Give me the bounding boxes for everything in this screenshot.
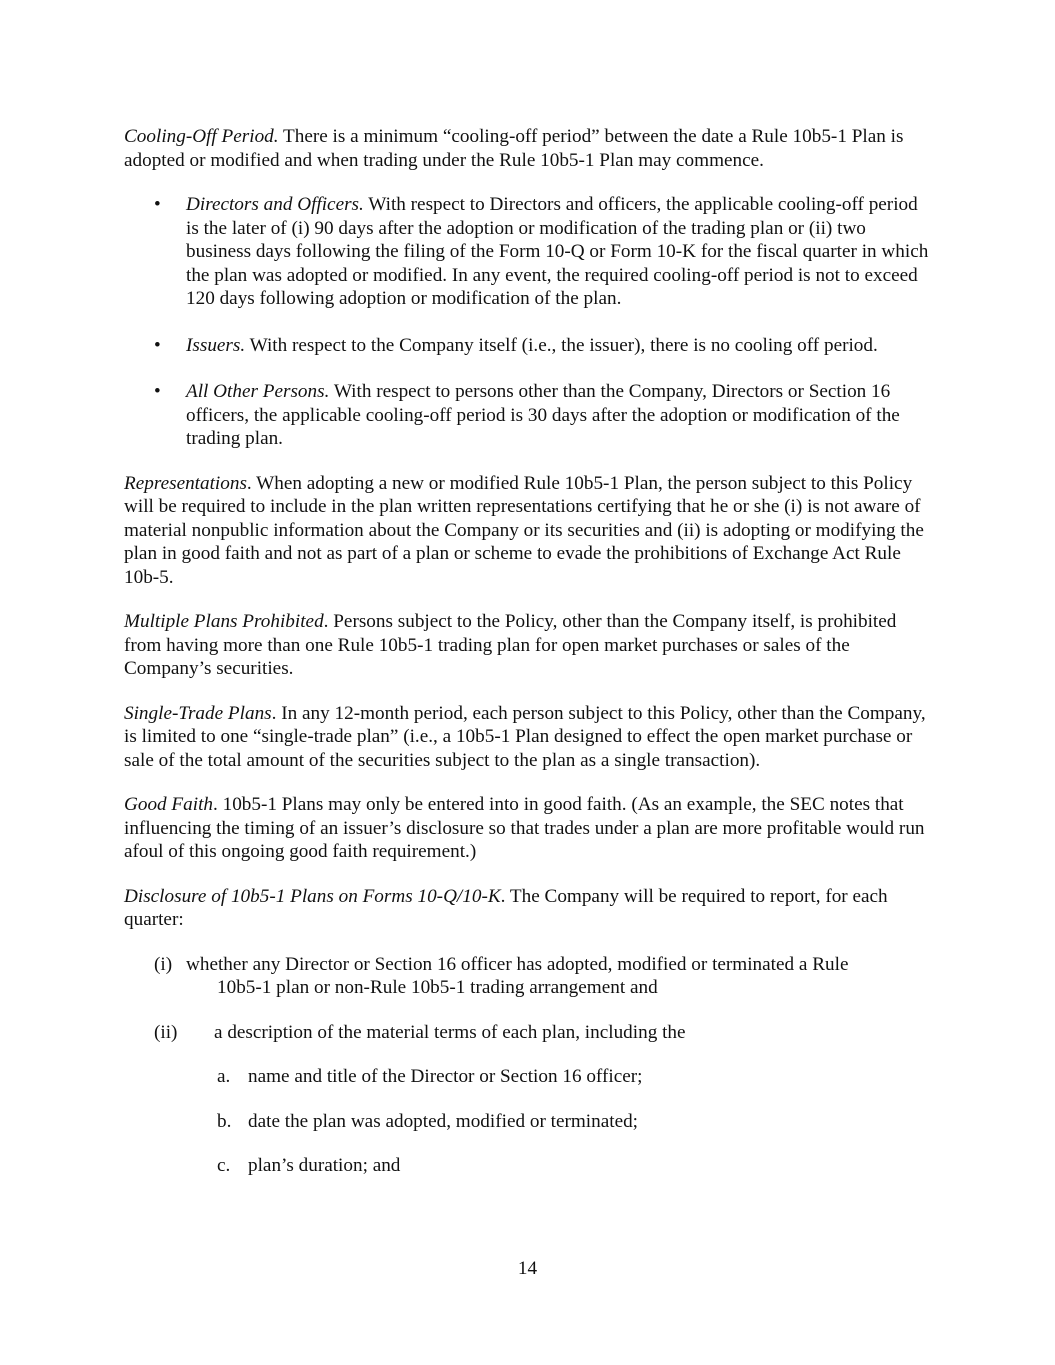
alpha-marker: c. [217,1155,231,1176]
bullet-text: With respect to persons other than the Company, Directors or Section 16 officers, the applicable cooling-off period is 30 days after the adoption or modification of the trading plan. [186,381,900,449]
document-page [124,125,934,1199]
disclosure-paragraph [124,885,934,932]
cooling-off-heading: Cooling-Off Period. [124,126,279,147]
bullet-heading: All Other Persons. [186,381,330,402]
bullet-icon: • [154,381,161,402]
bullet-issuers [124,334,934,358]
cooling-off-text: There is a minimum “cooling-off period” between the date a Rule 10b5-1 Plan is adopted or modified and when trading under the Rule 10b5-1 Plan may commence. [124,126,904,171]
multiple-plans-text: . Persons subject to the Policy, other than the Company itself, is prohibited from having more than one Rule 10b5-1 trading plan for open market purchases or sales of the Company’s securities. [124,611,897,679]
disclosure-text: . The Company will be required to report, for each quarter: [124,885,888,930]
good-faith-text: . 10b5-1 Plans may only be entered into in good faith. (As an example, the SEC notes that influencing the timing of an issuer’s disclosure so that trades under a plan are more profitable would run afoul of this ongoing good faith requirement.) [124,794,925,862]
alpha-marker: b. [217,1110,232,1132]
bullet-icon: • [154,194,161,215]
multiple-plans-heading: Multiple Plans Prohibited [124,611,324,632]
roman-marker: (ii) [154,1021,178,1043]
single-trade-paragraph [124,702,934,773]
roman-item-i [124,953,934,1000]
alpha-item-text: plan’s duration; and [248,1155,401,1176]
bullet-text: With respect to Directors and officers, the applicable cooling-off period is the later of (i) 90 days after the adoption or modification of the trading plan or (ii) two business days following the filing of the Form 10-Q or Form 10-K for the fiscal quarter in which the plan was adopted or modified. In any event, the required cooling-off period is not to exceed 120 days following adoption or modification of the plan. [186,194,929,309]
roman-item-text: a description of the material terms of each plan, including the [214,1021,686,1043]
alpha-marker: a. [217,1066,231,1087]
bullet-icon: • [154,334,161,356]
alpha-item-text: name and title of the Director or Section 16 officer; [248,1066,643,1087]
cooling-off-bullet-list [124,193,934,451]
bullet-heading: Issuers. [186,334,246,356]
single-trade-heading: Single-Trade Plans [124,702,272,724]
roman-marker: (i) [154,953,173,975]
bullet-all-other-persons [124,380,934,451]
disclosure-heading: Disclosure of 10b5-1 Plans on Forms 10-Q/10-K [124,885,501,907]
alpha-item-text: date the plan was adopted, modified or terminated; [248,1110,639,1132]
representations-paragraph [124,472,934,590]
bullet-text: With respect to the Company itself (i.e., the issuer), there is no cooling off period. [245,334,878,356]
bullet-heading: Directors and Officers. [186,194,364,215]
bullet-directors-officers [124,193,934,311]
representations-heading: Representations [124,472,247,494]
page-number: 14 [517,1258,538,1279]
alpha-item-c [124,1154,934,1178]
cooling-off-paragraph [124,125,934,172]
multiple-plans-paragraph [124,610,934,681]
alpha-item-b [124,1110,934,1134]
good-faith-paragraph [124,793,934,864]
good-faith-heading: Good Faith [124,794,214,815]
roman-item-text-continued: 10b5-1 plan or non-Rule 10b5-1 trading arrangement and [217,977,658,998]
roman-item-ii [124,1021,934,1045]
single-trade-text: . In any 12-month period, each person subject to this Policy, other than the Company, is limited to one “single-trade plan” (i.e., a 10b5-1 Plan designed to effect the open market purchase or sale of the total amount of the securities subject to the plan as a single transaction). [124,702,926,771]
alpha-item-a [124,1065,934,1089]
representations-text: . When adopting a new or modified Rule 10b5-1 Plan, the person subject to this Policy will be required to include in the plan written representations certifying that he or she (i) is not aware of material nonpublic information about the Company or its securities and (ii) is adopting or modifying the plan in good faith and not as part of a plan or scheme to evade the prohibitions of Exchange Act Rule 10b-5. [124,472,924,588]
roman-item-text: whether any Director or Section 16 officer has adopted, modified or terminated a Rule [186,953,849,975]
